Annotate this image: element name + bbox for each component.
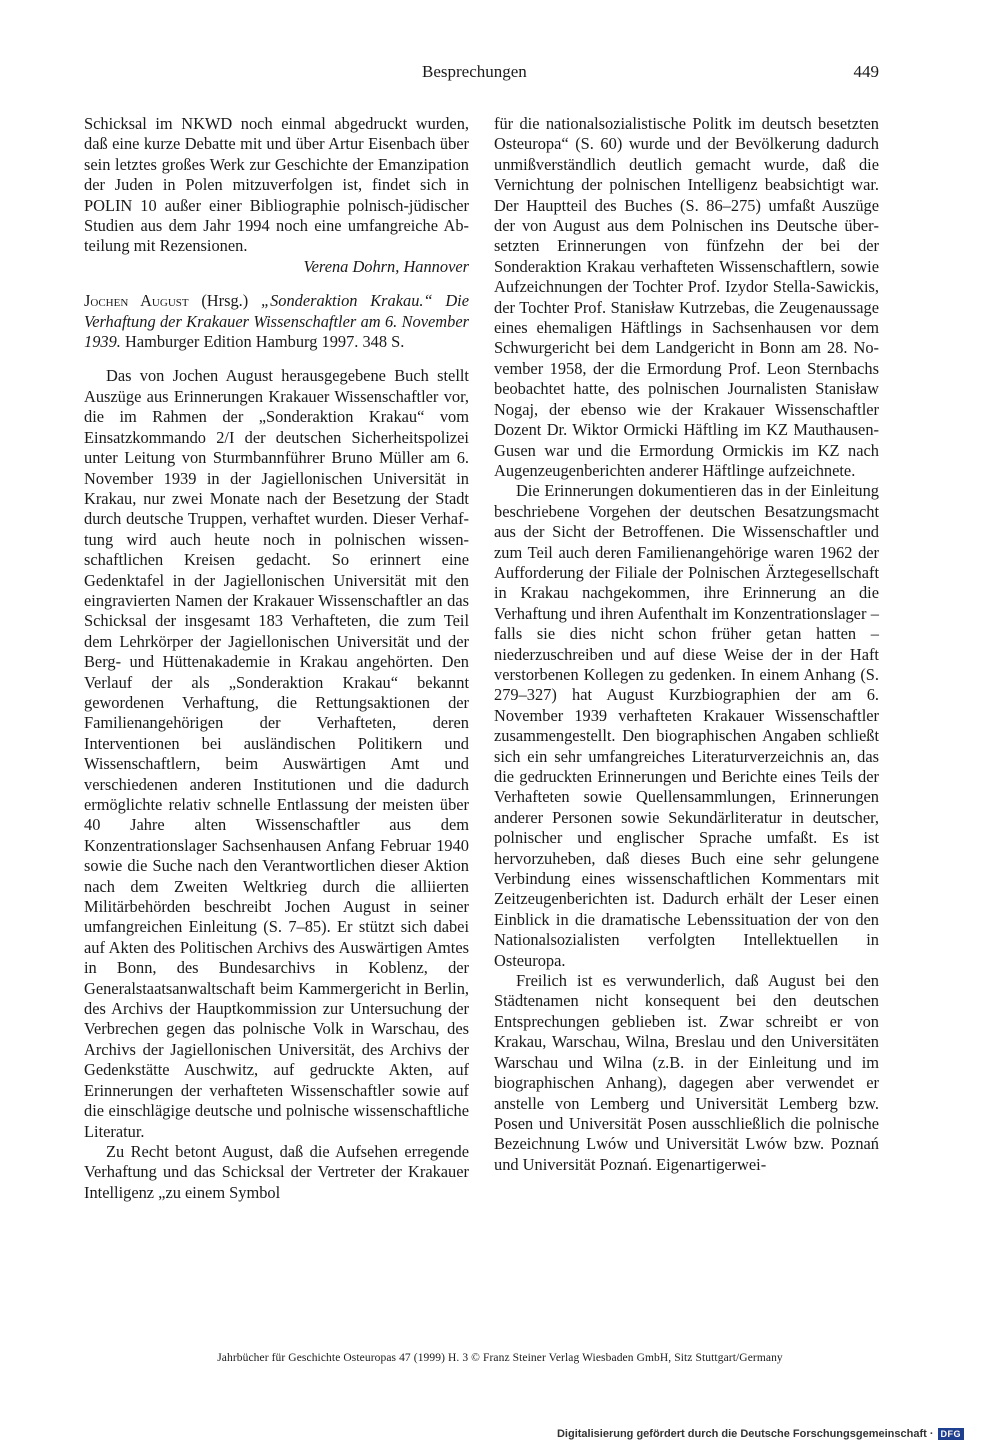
review-paragraph: Zu Recht betont August, daß die Aufsehen erregende Verhaftung und das Schicksal der Vertreter der Krakauer Intelligenz „zu einem Symbol	[84, 1141, 469, 1202]
section-title: Besprechungen	[422, 62, 527, 81]
continued-paragraph: Schicksal im NKWD noch einmal abgedruckt wurden, daß eine kurze Debatte mit und über Artur Eisenbach über sein letztes großes Werk zur Geschichte der Emanzipation der Juden in Polen mitzuverfolgen ist, findet sich in POLIN 10 außer einer Bibliographie polnisch-jüdischer Studien aus dem Jahr 1994 noch eine umfangreiche Abteilung mit Rezensionen.	[84, 114, 469, 256]
digitization-credit	[557, 1428, 964, 1440]
citation-editor-note: (Hrsg.)	[201, 291, 249, 311]
running-head	[82, 62, 879, 86]
citation-author: Jochen August	[84, 291, 189, 311]
journal-footer: Jahrbücher für Geschichte Osteuropas 47 (1999) H. 3 © Franz Steiner Verlag Wiesbaden GmbH, Sitz Stuttgart/Germany	[217, 1352, 783, 1364]
right-column	[494, 114, 879, 1175]
citation-publisher: Hamburger Edition Hamburg 1997. 348 S.	[125, 332, 405, 352]
review-paragraph: für die nationalsozialistische Politk im deutsch besetzten Osteuropa“ (S. 60) wurde und der Bevölkerung dadurch unmißverständlich deutlich gemacht wurde, daß die Vernichtung der polnischen Intelligenz beabsichtigt war. Der Hauptteil des Buches (S. 86–275) umfaßt Auszüge der von August aus dem Polnischen ins Deutsche übersetzten Erinnerungen von fünfzehn der bei der Sonderaktion Krakau verhafteten Wissenschaftlern, sowie Aufzeichnungen der Tochter Prof. Izydor Stella-Sawickis, der Tochter Prof. Stanisław Kutrzebas, die Zeugenaussage eines ehemaligen Häftlings in Sachsenhausen vor dem Schwurgericht bei dem Landgericht in Bonn am 28. November 1958, der die Ermordung Prof. Leon Sternbachs beobachtet hatte, des polnischen Journalisten Stanisław Nogaj, der ebenso wie der Krakauer Wissenschaftler Dozent Dr. Wiktor Ormicki Häftling im KZ Mauthausen-Gusen war und die Ermordung Ormickis im KZ nach Augenzeugenberichten anderer Häftlinge aufzeichnete.	[494, 114, 879, 480]
review-paragraph: Die Erinnerungen dokumentieren das in der Einleitung beschriebene Vorgehen der deutschen Besatzungsmacht aus der Sicht der Betroffenen. Die Wissenschaftler und zum Teil auch deren Familienangehörige waren 1962 der Aufforderung der Filiale der Polnischen Ärztegesellschaft in Krakau nachgekommen, ihre Erinnerung an die Verhaftung und ihren Aufenthalt im Konzentrationslager – falls sie dies nicht schon früher getan hatten – niederzuschreiben und auf diese Weise der in der Haft verstorbenen Kollegen zu gedenken. In einem Anhang (S. 279–327) hat August Kurzbiographien der am 6. November 1939 verhafteten Krakauer Wissenschaftler zusammengestellt. Den biographischen Angaben schließt sich ein sehr umfangreiches Literaturverzeichnis an, das die gedruckten Erinnerungen und Berichte eines Teils der Verhafteten sowie Quellensammlungen, Erinnerungen anderer Personen sowie Sekundärliteratur in deutscher, polnischer und englischer Sprache umfaßt. Es ist hervorzuheben, daß dieses Buch eine sehr gelungene Verbindung eines wissenschaftlichen Kommentars mit Zeitzeugenberichten ist. Dadurch erhält der Leser einen Einblick in die dramatische Lebenssituation der von den Nationalsozialisten verfolgten Intellektuellen in Osteuropa.	[494, 481, 879, 970]
dfg-logo-icon: DFG	[938, 1428, 965, 1440]
digitization-note: Digitalisierung gefördert durch die Deutsche Forschungsgemeinschaft ·	[556, 1428, 934, 1440]
review-paragraph: Das von Jochen August herausgegebene Buch stellt Auszüge aus Erinnerungen Krakauer Wissenschaftler vor, die im Rahmen der „Sonderaktion Krakau“ vom Einsatzkommando 2/I der deutschen Sicherheitspolizei unter Leitung von Sturmbannführer Bruno Müller am 6. November 1939 in der Jagiellonischen Universität in Krakau, nur zwei Monate nach der Besetzung der Stadt durch deutsche Truppen, verhaftet wurden. Dieser Verhaftung wird auch heute noch in polnischen wissenschaftlichen Kreisen gedacht. So erinnert eine Gedenktafel in der Jagiellonischen Universität mit den eingravierten Namen der Krakauer Wissenschaftler an das Schicksal der insgesamt 183 Verhafteten, die zum Teil dem Lehrkörper der Jagiellonischen Universität und der Berg- und Hüttenakademie in Krakau angehörten. Den Verlauf der als „Sonderaktion Krakau“ bekannt gewordenen Verhaftung, die Rettungsaktionen der Familienangehörigen der Verhafteten, deren Interventionen bei ausländischen Politikern und Wissenschaftlern, beim Auswärtigen Amt und verschiedenen anderen Institutionen und die dadurch ermöglichte relativ schnelle Entlassung der meisten über 40 Jahre alten Wissenschaftler aus dem Konzentrationslager Sachsenhausen Anfang Februar 1940 sowie die Suche nach den Verantwortlichen dieser Aktion nach dem Zweiten Weltkrieg durch die alliierten Militärbehörden beschreibt Jochen August in seiner umfangreichen Einleitung (S. 7–85). Er stützt sich dabei auf Akten des Politischen Archivs des Auswärtigen Amtes in Bonn, des Bundesarchivs in Koblenz, der Generalstaatsanwaltschaft beim Kammergericht in Berlin, des Archivs der Hauptkommission zur Untersuchung der Verbrechen gegen das polnische Volk in Warschau, des Archivs der Jagiellonischen Universität, des Archivs der Gedenkstätte Auschwitz, auf gedruckte Akten, auf Erinnerungen der verhafteten Wissenschaftler sowie auf die einschlägige deutsche und polnische wissenschaftliche Literatur.	[84, 366, 469, 1141]
book-citation	[84, 291, 469, 352]
citation-title: „Sonderaktion Krakau.“ Die Verhaftung der Krakauer Wissenschaftler am 6. November 1939.	[84, 291, 469, 352]
page-number: 449	[853, 62, 879, 81]
left-column	[84, 114, 469, 1203]
review-paragraph: Freilich ist es verwunderlich, daß August bei den Städtenamen nicht konsequent bei den deutschen Entsprechungen geblieben ist. Zwar schreibt er von Krakau, Warschau, Wilna, Breslau und den Universitäten Warschau und Wilna (z.B. in der Einleitung und im biographischen Anhang), dagegen aber verwendet er anstelle von Lemberg und Universität Lemberg bzw. Posen und Universität Posen ausschließlich die polnische Bezeichnung Lwów und Universität Lwów bzw. Poznań und Universität Poznań. Eigenartigerwei-	[494, 971, 879, 1174]
reviewer-signature: Verena Dohrn, Hannover	[303, 256, 469, 276]
